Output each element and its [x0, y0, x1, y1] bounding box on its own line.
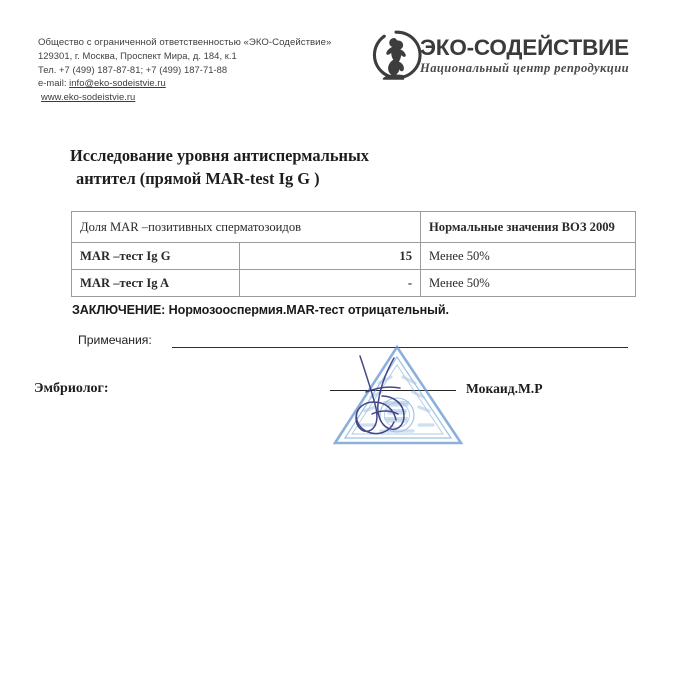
row-norm-mar-igg: Менее 50% [421, 243, 636, 270]
email-label: e-mail: [38, 77, 70, 89]
page-title-line1: Исследование уровня антиспермальных [70, 146, 369, 165]
table-header-row [72, 212, 636, 243]
company-name: Общество с ограниченной ответственностью «ЭКО-Содействие» [38, 37, 332, 48]
logo-title: ЭКО-СОДЕЙСТВИЕ [420, 35, 629, 60]
email-link[interactable]: info@eko-sodeistvie.ru [69, 77, 166, 89]
company-address: 129301, г. Москва, Проспект Мира, д. 184, к.1 [38, 50, 237, 62]
row-value-mar-igg: 15 [240, 243, 421, 270]
notes-field [78, 333, 628, 353]
company-website-line [38, 90, 368, 103]
row-label-mar-iga: MAR –тест Ig A [72, 270, 240, 297]
triangular-ink-stamp-icon [325, 343, 465, 449]
signature-line [330, 390, 456, 391]
notes-label: Примечания: [78, 333, 152, 347]
embryologist-label: Эмбриолог: [34, 381, 109, 396]
results-table [71, 211, 636, 297]
notes-underline [172, 347, 628, 348]
conclusion-text: ЗАКЛЮЧЕНИЕ: Нормозооспермия.MAR-тест отрицательный. [72, 303, 449, 317]
handwritten-signature [336, 352, 436, 444]
page-title-line2: антител (прямой MAR-test Ig G ) [76, 169, 320, 188]
embryologist-name: Мокаид.М.Р [466, 381, 543, 396]
row-value-mar-iga: - [240, 270, 421, 297]
row-norm-mar-iga: Менее 50% [421, 270, 636, 297]
page-title [70, 144, 490, 190]
clinic-logo [370, 27, 629, 89]
company-email-line [38, 76, 368, 89]
table-row [72, 243, 636, 270]
mother-and-child-emblem-icon [370, 29, 422, 81]
company-phones: Тел. +7 (499) 187-87-81; +7 (499) 187-71-88 [38, 63, 228, 75]
table-header-reference: Нормальные значения ВОЗ 2009 [421, 212, 636, 243]
table-header-parameter: Доля MAR –позитивных сперматозоидов [72, 212, 421, 243]
row-label-mar-igg: MAR –тест Ig G [72, 243, 240, 270]
website-link[interactable]: www.eko-sodeistvie.ru [41, 90, 136, 102]
table-row [72, 270, 636, 297]
letterhead-block [38, 36, 368, 103]
logo-wordmark [420, 36, 629, 76]
logo-subtitle: Национальный центр репродукции [420, 61, 629, 75]
